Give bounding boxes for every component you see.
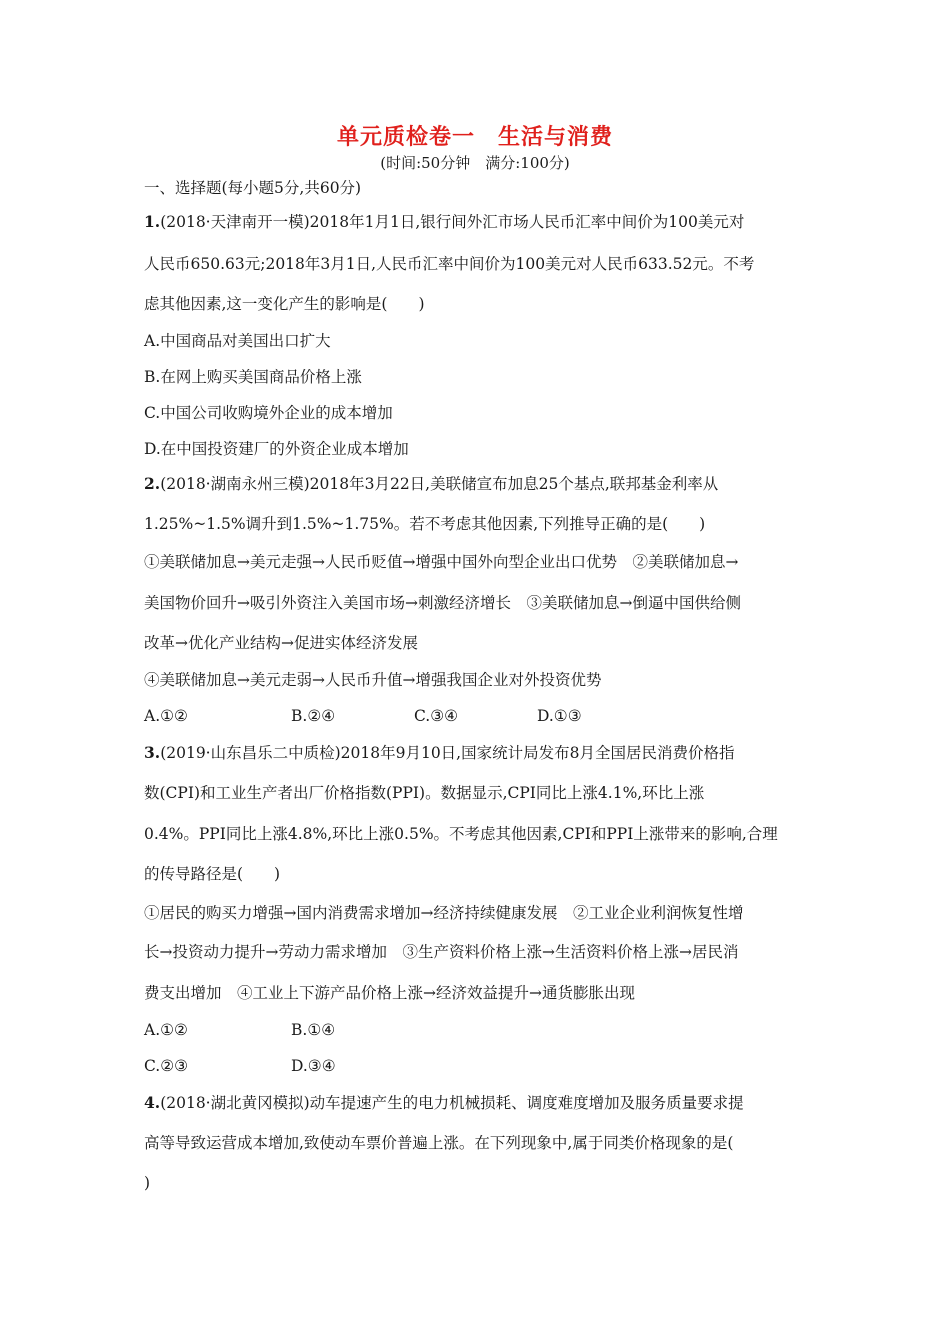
- option-d: D.①③: [537, 707, 582, 725]
- option-c: C.②③: [144, 1057, 189, 1075]
- question-2-line-6: ④美联储加息→美元走弱→人民币升值→增强我国企业对外投资优势: [144, 671, 602, 689]
- option-b: B.②④: [291, 707, 336, 725]
- question-1-line-1: [144, 212, 744, 232]
- option-b: B.在网上购买美国商品价格上涨: [144, 368, 362, 386]
- question-4-line-2: 高等导致运营成本增加,致使动车票价普遍上涨。在下列现象中,属于同类价格现象的是(: [144, 1134, 734, 1152]
- option-d: D.③④: [291, 1057, 336, 1075]
- section-heading: 一、选择题(每小题5分,共60分): [144, 179, 362, 197]
- option-c: C.③④: [414, 707, 459, 725]
- exam-info: (时间:50分钟 满分:100分): [380, 154, 570, 172]
- question-text: (2019·山东昌乐二中质检)2018年9月10日,国家统计局发布8月全国居民消费价格指: [160, 744, 735, 762]
- question-3-options-row-2: [144, 1056, 336, 1076]
- question-2-line-5: 改革→优化产业结构→促进实体经济发展: [144, 634, 418, 652]
- question-3-line-2: 数(CPI)和工业生产者出厂价格指数(PPI)。数据显示,CPI同比上涨4.1%,环比上涨: [144, 784, 705, 802]
- question-1-line-2: 人民币650.63元;2018年3月1日,人民币汇率中间价为100美元对人民币633.52元。不考: [144, 255, 755, 273]
- question-3-line-4: 的传导路径是( ): [144, 865, 281, 883]
- question-4-line-3: ): [144, 1174, 151, 1192]
- question-3-line-7: 费支出增加 ④工业上下游产品价格上涨→经济效益提升→通货膨胀出现: [144, 984, 635, 1002]
- option-a: A.中国商品对美国出口扩大: [144, 332, 331, 350]
- question-2-line-3: ①美联储加息→美元走强→人民币贬值→增强中国外向型企业出口优势 ②美联储加息→: [144, 553, 739, 571]
- question-text: (2018·湖北黄冈模拟)动车提速产生的电力机械损耗、调度难度增加及服务质量要求提: [160, 1094, 744, 1112]
- page-title: 单元质检卷一 生活与消费: [336, 125, 613, 150]
- question-number: 3.: [144, 743, 161, 762]
- option-a: A.①②: [144, 707, 188, 725]
- question-2-line-4: 美国物价回升→吸引外资注入美国市场→刺激经济增长 ③美联储加息→倒逼中国供给侧: [144, 594, 741, 612]
- question-number: 2.: [144, 474, 161, 493]
- question-2-line-2: 1.25%~1.5%调升到1.5%~1.75%。若不考虑其他因素,下列推导正确的是( ): [144, 515, 706, 533]
- option-a: A.①②: [144, 1021, 188, 1039]
- question-3-line-5: ①居民的购买力增强→国内消费需求增加→经济持续健康发展 ②工业企业利润恢复性增: [144, 904, 744, 922]
- question-3-options-row-1: [144, 1020, 335, 1040]
- question-2-options: [144, 706, 582, 726]
- question-text: (2018·天津南开一模)2018年1月1日,银行间外汇市场人民币汇率中间价为100美元对: [160, 213, 745, 231]
- option-b: B.①④: [291, 1021, 336, 1039]
- option-c: C.中国公司收购境外企业的成本增加: [144, 404, 393, 422]
- question-text: (2018·湖南永州三模)2018年3月22日,美联储宣布加息25个基点,联邦基金利率从: [160, 475, 719, 493]
- question-1-line-3: 虑其他因素,这一变化产生的影响是( ): [144, 295, 425, 313]
- question-4-line-1: [144, 1093, 744, 1113]
- question-3-line-6: 长→投资动力提升→劳动力需求增加 ③生产资料价格上涨→生活资料价格上涨→居民消: [144, 943, 739, 961]
- question-3-line-1: [144, 743, 734, 763]
- option-d: D.在中国投资建厂的外资企业成本增加: [144, 440, 409, 458]
- question-2-line-1: [144, 474, 718, 494]
- question-number: 1.: [144, 212, 161, 231]
- question-number: 4.: [144, 1093, 161, 1112]
- question-3-line-3: 0.4%。PPI同比上涨4.8%,环比上涨0.5%。不考虑其他因素,CPI和PPI上涨带来的影响,合理: [144, 825, 778, 843]
